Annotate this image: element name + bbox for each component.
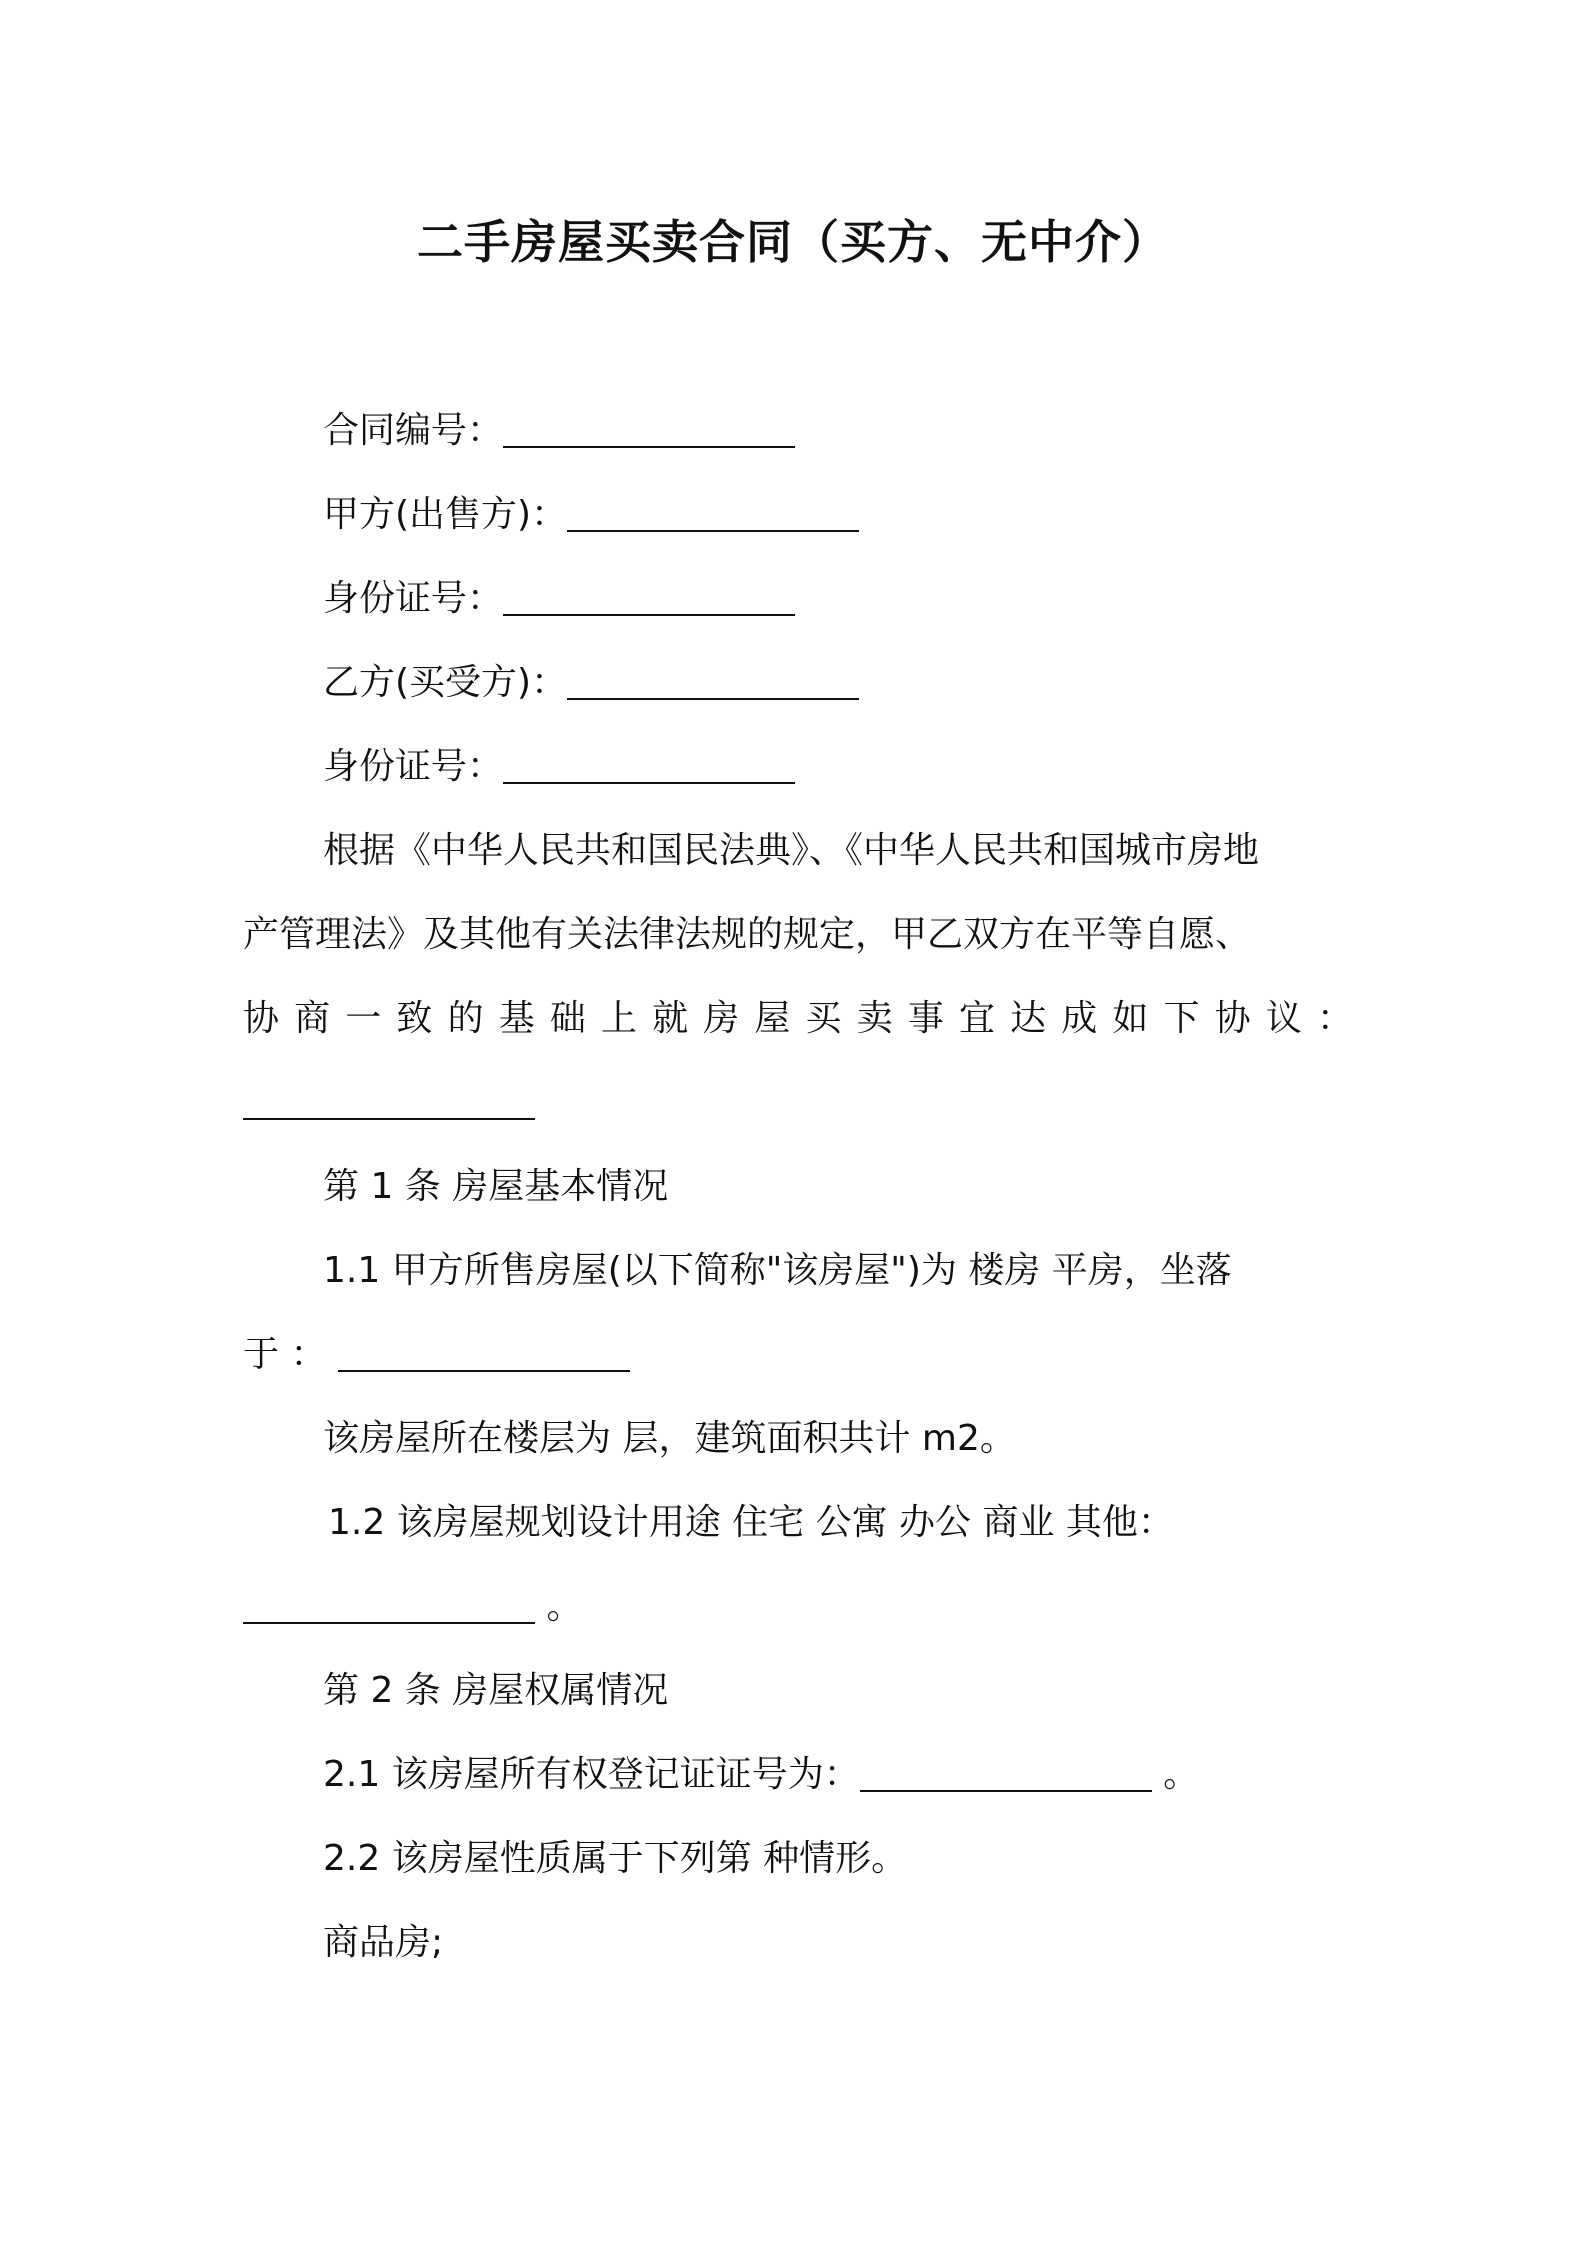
clause-2-1-row — [323, 1750, 1199, 1800]
preamble-char: 协 — [243, 998, 280, 1039]
preamble-blank-row — [243, 1078, 535, 1128]
preamble-char: ： — [1316, 998, 1353, 1039]
clause-2-2-line: 2.2 该房屋性质属于下列第 种情形。 — [323, 1838, 908, 1879]
clause-1-2-other-row — [243, 1582, 582, 1632]
preamble-line-1: 根据《中华人民共和国民法典》、《中华人民共和国城市房地 — [323, 830, 1260, 871]
preamble-char: 事 — [907, 998, 944, 1039]
preamble-char: 协 — [1214, 998, 1251, 1039]
party-a-id-label: 身份证号： — [323, 578, 504, 619]
party-a-id-blank[interactable] — [503, 580, 795, 616]
clause-2-1-label: 2.1 该房屋所有权登记证证号为： — [323, 1754, 860, 1795]
usage-other-blank[interactable] — [243, 1588, 535, 1624]
party-b-id-row — [323, 742, 795, 792]
clause-1-2-line-1: 1.2 该房屋规划设计用途 住宅 公寓 办公 商业 其他： — [328, 1502, 1174, 1543]
party-a-row — [323, 490, 859, 540]
preamble-char: 议 — [1265, 998, 1302, 1039]
preamble-char: 买 — [805, 998, 842, 1039]
preamble-line-3-chars — [243, 994, 1353, 1044]
contract-number-blank[interactable] — [503, 412, 795, 448]
document-title: 二手房屋买卖合同（买方、无中介） — [417, 215, 1169, 269]
preamble-char: 础 — [549, 998, 586, 1039]
option-commercial-housing: 商品房; — [323, 1922, 444, 1963]
party-a-label: 甲方(出售方)： — [323, 494, 568, 535]
preamble-char: 致 — [396, 998, 433, 1039]
party-a-blank[interactable] — [567, 496, 859, 532]
preamble-char: 商 — [294, 998, 331, 1039]
preamble-char: 屋 — [754, 998, 791, 1039]
preamble-line-3 — [243, 994, 1353, 1044]
party-b-label: 乙方(买受方)： — [323, 662, 568, 703]
preamble-char: 上 — [600, 998, 637, 1039]
clause-1-1-line-1: 1.1 甲方所售房屋(以下简称"该房屋")为 楼房 平房，坐落 — [323, 1250, 1232, 1291]
party-a-id-row — [323, 574, 795, 624]
contract-number-label: 合同编号： — [323, 410, 504, 451]
location-blank[interactable] — [338, 1336, 630, 1372]
preamble-char: 的 — [447, 998, 484, 1039]
floor-area-line: 该房屋所在楼层为 层，建筑面积共计 m2。 — [323, 1418, 1016, 1459]
article-1-heading: 第 1 条 房屋基本情况 — [323, 1166, 669, 1207]
certificate-number-blank[interactable] — [860, 1756, 1152, 1792]
preamble-char: 达 — [1010, 998, 1047, 1039]
preamble-char: 如 — [1112, 998, 1149, 1039]
contract-number-row — [323, 406, 795, 456]
clause-1-2-period: 。 — [546, 1586, 583, 1627]
party-b-row — [323, 658, 859, 708]
location-label: 于 ： — [243, 1334, 327, 1375]
clause-2-1-period: 。 — [1163, 1754, 1200, 1795]
preamble-blank[interactable] — [243, 1084, 535, 1120]
article-2-heading: 第 2 条 房屋权属情况 — [323, 1670, 669, 1711]
preamble-char: 一 — [345, 998, 382, 1039]
party-b-blank[interactable] — [567, 664, 859, 700]
preamble-char: 就 — [652, 998, 689, 1039]
preamble-char: 宜 — [958, 998, 995, 1039]
party-b-id-blank[interactable] — [503, 748, 795, 784]
preamble-char: 房 — [703, 998, 740, 1039]
preamble-line-2: 产管理法》及其他有关法律法规的规定，甲乙双方在平等自愿、 — [243, 914, 1252, 955]
preamble-char: 卖 — [856, 998, 893, 1039]
preamble-char: 成 — [1061, 998, 1098, 1039]
party-b-id-label: 身份证号： — [323, 746, 504, 787]
preamble-char: 基 — [498, 998, 535, 1039]
clause-1-1-location-row — [243, 1330, 630, 1380]
preamble-char: 下 — [1163, 998, 1200, 1039]
